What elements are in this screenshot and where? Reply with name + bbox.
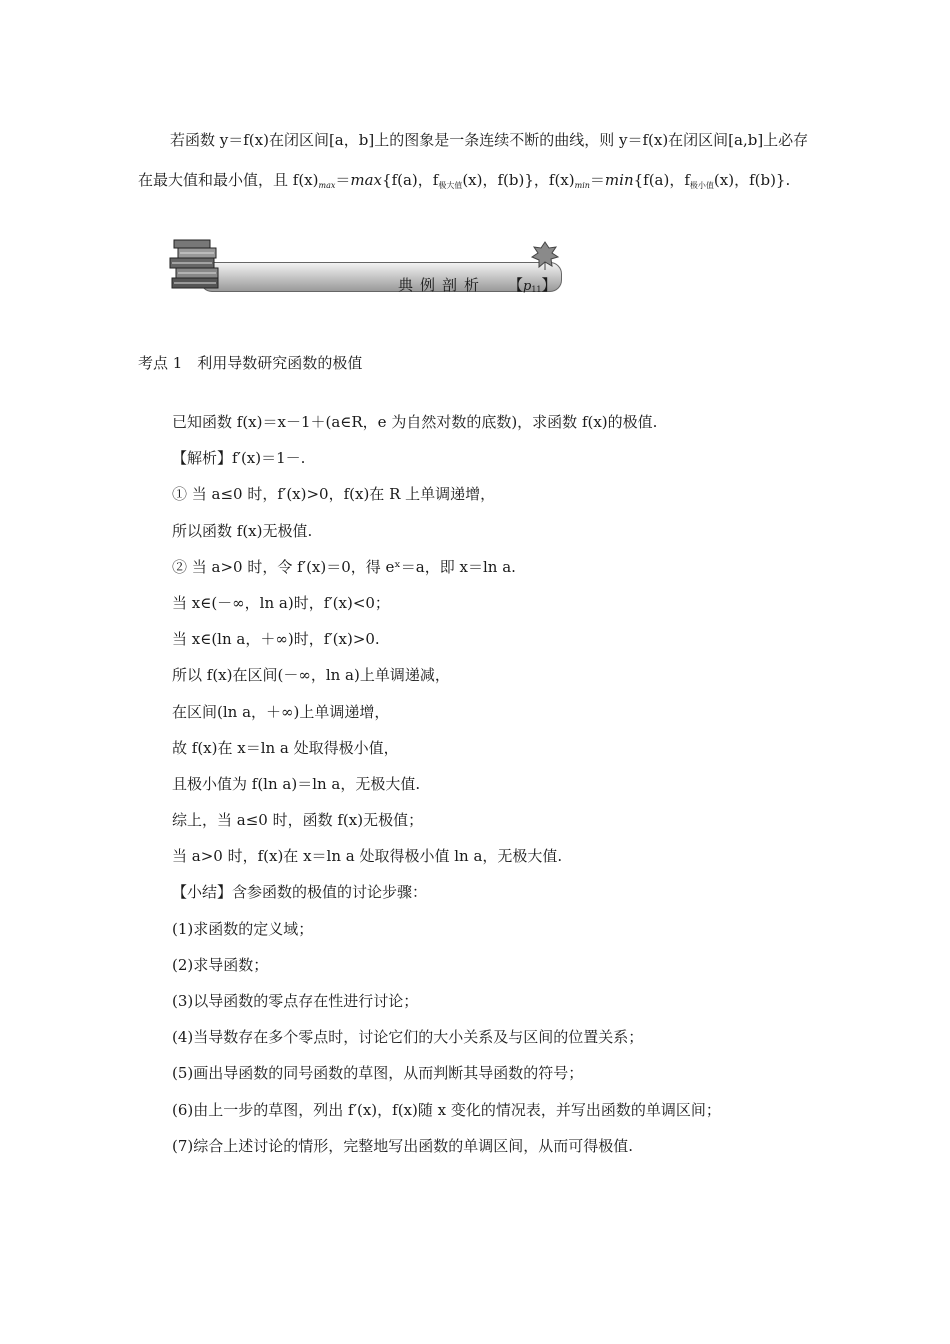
summary-step: (7)综合上述讨论的情形，完整地写出函数的单调区间，从而可得极值. [172, 1136, 634, 1155]
summary-step: (5)画出导函数的同号函数的草图，从而判断其导函数的符号； [172, 1064, 584, 1083]
summary-step: (2)求导函数； [172, 955, 269, 974]
solution-body [172, 404, 832, 1164]
summary-heading: 【小结】含参函数的极值的讨论步骤： [172, 883, 428, 902]
max-subscript: max [318, 181, 336, 190]
local-min-subscript: 极小值 [689, 181, 714, 190]
ref-bracket: 】 [541, 276, 557, 294]
ref-page-number: 11 [531, 285, 542, 294]
problem-statement: 已知函数 f(x)＝x－1＋(a∈R，e 为自然对数的底数)，求函数 f(x)的极值. [172, 413, 658, 431]
solution-line: ① 当 a≤0 时，f′(x)>0，f(x)在 R 上单调递增， [172, 485, 496, 504]
summary-step: (4)当导数存在多个零点时，讨论它们的大小关系及与区间的位置关系； [172, 1028, 644, 1047]
solution-line: 【解析】f′(x)＝1－. [172, 449, 306, 468]
page-reference [508, 274, 557, 295]
section-heading: 考点 1 利用导数研究函数的极值 [138, 354, 363, 372]
solution-line: ② 当 a>0 时，令 f′(x)＝0，得 eˣ＝a，即 x＝ln a. [172, 557, 516, 576]
intro-text: {f(a)，f [633, 171, 690, 189]
solution-line: 故 f(x)在 x＝ln a 处取得极小值， [172, 738, 399, 757]
intro-text: ＝ [589, 171, 605, 189]
intro-text: (x)，f(b)}，f(x) [462, 171, 575, 189]
max-function: max [350, 171, 383, 189]
leaf-icon [530, 240, 560, 270]
local-max-subscript: 极大值 [438, 181, 463, 190]
solution-line: 当 x∈(ln a，＋∞)时，f′(x)>0. [172, 630, 380, 649]
solution-line: 在区间(ln a，＋∞)上单调递增， [172, 702, 390, 721]
books-icon [168, 238, 228, 294]
summary-step: (1)求函数的定义域； [172, 919, 314, 938]
intro-text: 若函数 y＝f(x)在闭区间[a，b]上的图象是一条连续不断的曲线，则 y＝f(x)在闭区间[a,b]上必存在最大值和最小值，且 f(x) [138, 131, 809, 189]
banner-title: 典例剖析 [398, 276, 487, 294]
solution-line: 当 x∈(－∞，ln a)时，f′(x)<0； [172, 593, 390, 612]
ref-p: p [523, 279, 532, 294]
ref-bracket: 【 [508, 276, 524, 294]
intro-text: ＝ [335, 171, 351, 189]
summary-step: (6)由上一步的草图，列出 f′(x)，f(x)随 x 变化的情况表，并写出函数的单调区间； [172, 1100, 721, 1119]
intro-text: (x)，f(b)}. [713, 171, 791, 189]
intro-text: {f(a)，f [382, 171, 439, 189]
solution-line: 所以 f(x)在区间(－∞，ln a)上单调递减， [172, 666, 450, 685]
solution-line: 所以函数 f(x)无极值. [172, 521, 313, 540]
solution-line: 且极小值为 f(ln a)＝ln a，无极大值. [172, 774, 421, 793]
summary-step: (3)以导函数的零点存在性进行讨论； [172, 992, 419, 1010]
min-subscript: min [574, 181, 590, 190]
solution-line: 当 a>0 时，f(x)在 x＝ln a 处取得极小值 ln a，无极大值. [172, 847, 563, 866]
min-function: min [604, 171, 634, 189]
intro-paragraph [138, 120, 818, 206]
solution-line: 综上，当 a≤0 时，函数 f(x)无极值； [172, 811, 424, 830]
